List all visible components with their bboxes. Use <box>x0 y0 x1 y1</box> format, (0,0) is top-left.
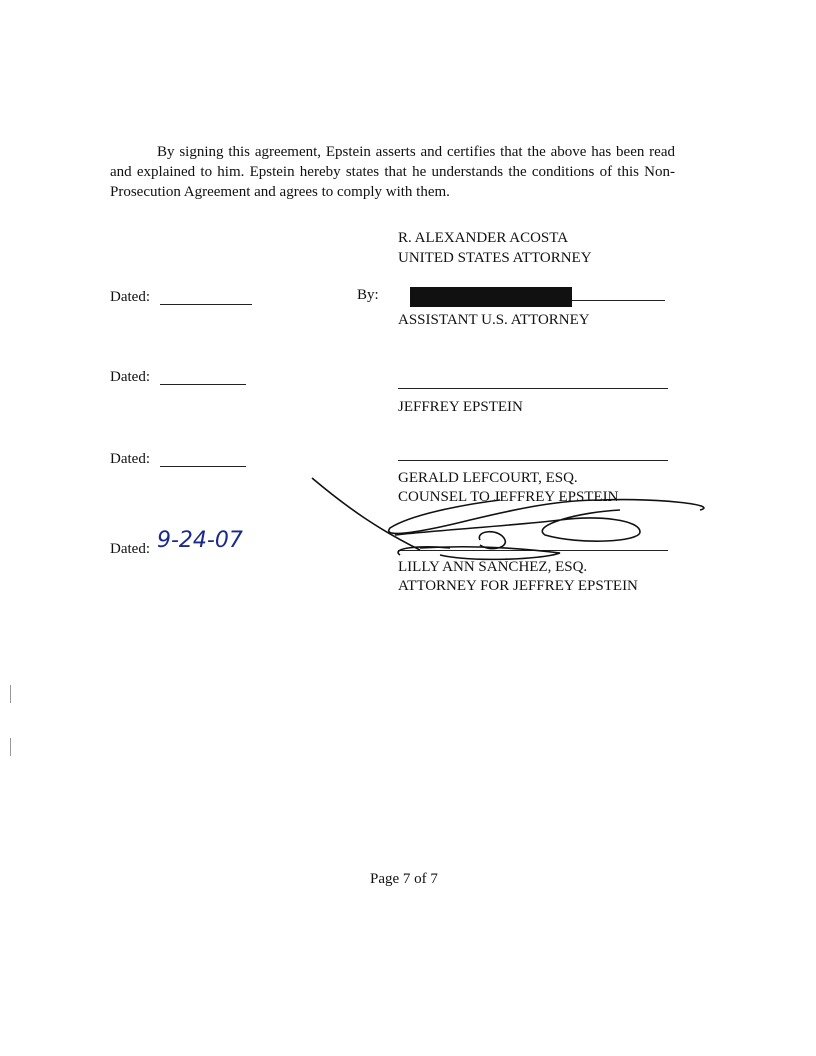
counsel2-title: ATTORNEY FOR JEFFREY EPSTEIN <box>398 578 638 594</box>
counsel1-name: GERALD LEFCOURT, ESQ. <box>398 470 578 486</box>
paragraph-text: By signing this agreement, Epstein asserts and certifies that the above has been read and explained to him. Epstein hereby states that he understands the conditions of this Non-Prosecution Agreement and agrees to comply with them. <box>110 144 675 200</box>
dated-label-3: Dated: <box>110 451 150 467</box>
counsel1-title: COUNSEL TO JEFFREY EPSTEIN <box>398 489 619 505</box>
dated-label-4: Dated: <box>110 541 150 557</box>
us-attorney-name: R. ALEXANDER ACOSTA <box>398 230 569 246</box>
scan-artifact <box>10 738 11 756</box>
by-label: By: <box>357 287 379 303</box>
us-attorney-title: UNITED STATES ATTORNEY <box>398 250 592 266</box>
defendant-name: JEFFREY EPSTEIN <box>398 399 523 415</box>
handwritten-date: 9-24-07 <box>157 528 243 553</box>
dated-label-1: Dated: <box>110 289 150 305</box>
counsel2-name: LILLY ANN SANCHEZ, ESQ. <box>398 559 588 575</box>
scan-artifact <box>10 685 11 703</box>
page-number: Page 7 of 7 <box>370 871 438 887</box>
dated-label-2: Dated: <box>110 369 150 385</box>
ausa-title: ASSISTANT U.S. ATTORNEY <box>398 312 590 328</box>
